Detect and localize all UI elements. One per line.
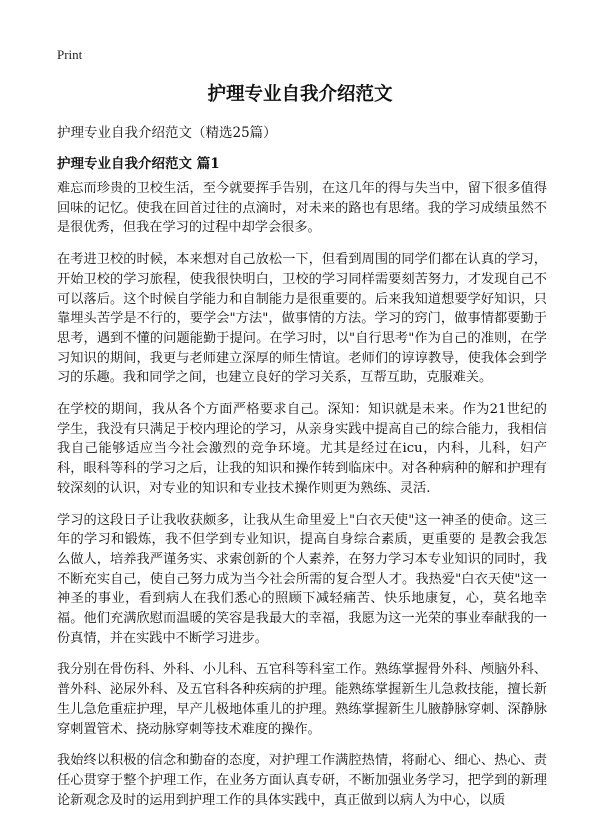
section-heading: 护理专业自我介绍范文 篇1 <box>57 156 220 172</box>
article-body <box>57 179 547 822</box>
paragraph: 在学校的期间，我从各个方面严格要求自己。深知：知识就是未来。作为21世纪的学生，我没有只满足于校内理论的学习，从亲身实践中提高自己的综合能力，我相信我自己能够适应当今社会激烈的竞争环境。尤其是经过在icu，内科，儿科，妇产科，眼科等科的学习之后，让我的知识和操作转到临床中。对各种病种的解和护理有较深刻的认识，对专业的知识和专业技术操作则更为熟练、灵活. <box>57 402 547 496</box>
paragraph: 学习的这段日子让我收获颇多，让我从生命里爱上"白衣天使"这一神圣的使命。这三年的学习和锻炼，我不但学到专业知识，提高自身综合素质，更重要的 是教会我怎么做人，培养我严谨务实、求索创新的个人素养，在努力学习本专业知识的同时，我不断充实自己，使自己努力成为当今社会所需的复合型人才。我热爱"白衣天使"这一神圣的事业，看到病人在我们悉心的照顾下减轻痛苦、快乐地康复，心，莫名地幸福。他们充满欣慰而温暖的笑容是我最大的幸福，我愿为这一光荣的事业奉献我的一份真情，并在实践中不断学习进步。 <box>57 512 547 646</box>
paragraph: 在考进卫校的时候，本来想对自己放松一下，但看到周围的同学们都在认真的学习，开始卫校的学习旅程，使我很快明白，卫校的学习同样需要刻苦努力，才发现自己不可以落后。这个时候自学能力和自制能力是很重要的。后来我知道想要学好知识，只靠埋头苦学是不行的，要学会"方法"，做事情的方法。学习的窍门，做事情都要勤于思考，遇到不懂的问题能勤于提问。在学习时，以"自行思考"作为自己的准则，在学习知识的期间，我更与老师建立深厚的师生情谊。老师们的谆谆教导，使我体会到学习的乐趣。我和同学之间，也建立良好的学习关系，互帮互助，克服难关。 <box>57 252 547 386</box>
print-link[interactable]: Print <box>57 47 83 62</box>
paragraph: 我分别在骨伤科、外科、小儿科、五官科等科室工作。熟练掌握骨外科、颅脑外科、普外科、泌尿外科、及五官科各种疾病的护理。能熟练掌握新生儿急救技能，擅长新生儿急危重症护理，早产儿极地体重儿的护理。熟练掌握新生儿腋静脉穿刺、深静脉穿刺置管术、挠动脉穿刺等技术难度的操作。 <box>57 662 547 737</box>
document-subtitle: 护理专业自我介绍范文（精选25篇） <box>57 125 277 141</box>
page-title: 护理专业自我介绍范文 <box>207 84 393 105</box>
paragraph: 难忘而珍贵的卫校生活，至今就要挥手告别，在这几年的得与失当中，留下很多值得回味的记忆。使我在回首过往的点滴时，对未来的路也有思绪。我的学习成绩虽然不是很优秀，但我在学习的过程中却学会很多。 <box>57 181 547 236</box>
paragraph: 我始终以积极的信念和勤奋的态度，对护理工作满腔热情，将耐心、细心、热心、责任心贯穿于整个护理工作，在业务方面认真专研，不断加强业务学习，把学到的新理论新观念及时的运用到护理工作的具体实践中，真正做到以病人为中心，以质 <box>57 753 547 808</box>
